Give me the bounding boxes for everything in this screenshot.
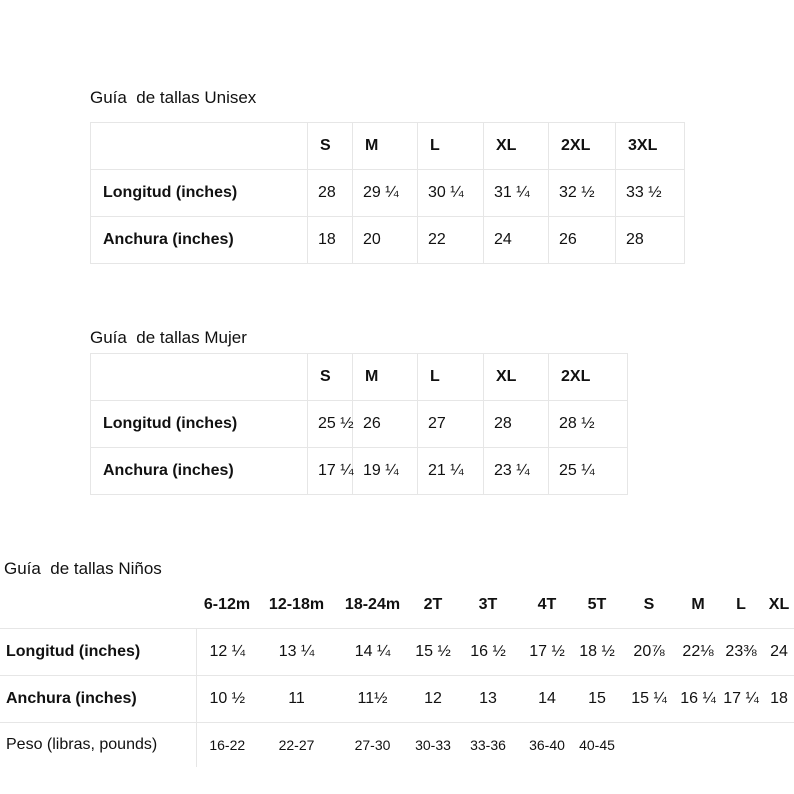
table-cell: 28 xyxy=(484,401,549,448)
mujer-width-label: Anchura (inches) xyxy=(91,448,308,495)
table-cell: 32 ½ xyxy=(549,170,616,217)
table-cell: 28 ½ xyxy=(549,401,628,448)
table-cell: 15 ¼ xyxy=(620,675,678,722)
unisex-size-m: M xyxy=(353,123,418,170)
mujer-size-xl: XL xyxy=(484,354,549,401)
table-cell: 16-22 xyxy=(196,722,258,767)
ninos-size-3t: 3T xyxy=(478,595,498,613)
table-cell xyxy=(764,722,794,767)
ninos-size-m: M xyxy=(691,595,705,613)
ninos-length-label: Longitud (inches) xyxy=(0,628,196,675)
table-cell: 11½ xyxy=(335,675,410,722)
table-cell: 13 xyxy=(456,675,520,722)
table-cell: 15 xyxy=(574,675,620,722)
table-cell: 25 ¼ xyxy=(549,448,628,495)
ninos-width-label: Anchura (inches) xyxy=(0,675,196,722)
ninos-weight-label: Peso (libras, pounds) xyxy=(0,722,196,767)
ninos-length-row xyxy=(0,628,794,675)
mujer-width-row xyxy=(91,448,628,495)
unisex-width-label: Anchura (inches) xyxy=(91,217,308,264)
mujer-size-2xl: 2XL xyxy=(549,354,628,401)
unisex-header-row xyxy=(91,123,685,170)
table-cell: 24 xyxy=(764,628,794,675)
table-cell: 11 xyxy=(258,675,335,722)
table-cell: 18 xyxy=(308,217,353,264)
ninos-size-2t: 2T xyxy=(423,595,443,613)
mujer-title: Guía de tallas Mujer xyxy=(90,328,247,347)
table-cell: 22-27 xyxy=(258,722,335,767)
table-cell: 27-30 xyxy=(335,722,410,767)
table-cell: 16 ¼ xyxy=(678,675,718,722)
ninos-weight-row xyxy=(0,722,794,767)
table-cell: 10 ½ xyxy=(196,675,258,722)
ninos-width-row xyxy=(0,675,794,722)
ninos-size-12-18m: 12-18m xyxy=(268,595,325,613)
table-cell xyxy=(678,722,718,767)
unisex-length-row xyxy=(91,170,685,217)
table-cell: 16 ½ xyxy=(456,628,520,675)
ninos-size-6-12m: 6-12m xyxy=(203,595,251,613)
unisex-size-xl: XL xyxy=(484,123,549,170)
table-cell xyxy=(620,722,678,767)
table-cell xyxy=(718,722,764,767)
table-cell: 14 ¼ xyxy=(335,628,410,675)
table-cell: 14 xyxy=(520,675,574,722)
table-cell: 17 ¼ xyxy=(718,675,764,722)
table-cell: 26 xyxy=(549,217,616,264)
table-cell: 31 ¼ xyxy=(484,170,549,217)
table-cell: 22⅛ xyxy=(678,628,718,675)
ninos-size-4t: 4T xyxy=(537,595,557,613)
mujer-header-row xyxy=(91,354,628,401)
table-cell: 26 xyxy=(353,401,418,448)
table-cell: 28 xyxy=(308,170,353,217)
table-cell: 23⅜ xyxy=(718,628,764,675)
table-cell: 29 ¼ xyxy=(353,170,418,217)
table-cell: 22 xyxy=(418,217,484,264)
mujer-size-table xyxy=(90,353,628,495)
mujer-size-m: M xyxy=(353,354,418,401)
table-cell: 30-33 xyxy=(410,722,456,767)
table-cell: 27 xyxy=(418,401,484,448)
table-cell: 30 ¼ xyxy=(418,170,484,217)
table-cell: 25 ½ xyxy=(308,401,353,448)
table-cell: 20⅞ xyxy=(620,628,678,675)
unisex-size-3xl: 3XL xyxy=(616,123,685,170)
unisex-width-row xyxy=(91,217,685,264)
unisex-length-label: Longitud (inches) xyxy=(91,170,308,217)
unisex-size-s: S xyxy=(308,123,353,170)
table-cell: 15 ½ xyxy=(410,628,456,675)
unisex-title: Guía de tallas Unisex xyxy=(90,88,257,107)
table-cell: 33-36 xyxy=(456,722,520,767)
table-cell: 12 xyxy=(410,675,456,722)
unisex-size-2xl: 2XL xyxy=(549,123,616,170)
ninos-size-5t: 5T xyxy=(587,595,607,613)
mujer-length-label: Longitud (inches) xyxy=(91,401,308,448)
mujer-length-row xyxy=(91,401,628,448)
ninos-size-s: S xyxy=(643,595,655,613)
ninos-size-18-24m: 18-24m xyxy=(344,595,401,613)
table-cell: 18 ½ xyxy=(574,628,620,675)
ninos-size-table xyxy=(0,582,794,767)
table-cell: 33 ½ xyxy=(616,170,685,217)
table-cell: 12 ¼ xyxy=(196,628,258,675)
table-cell: 28 xyxy=(616,217,685,264)
unisex-size-table xyxy=(90,122,685,264)
ninos-size-l: L xyxy=(736,595,746,613)
table-cell: 40-45 xyxy=(574,722,620,767)
unisex-size-l: L xyxy=(418,123,484,170)
table-cell: 36-40 xyxy=(520,722,574,767)
table-cell: 13 ¼ xyxy=(258,628,335,675)
table-cell: 18 xyxy=(764,675,794,722)
table-cell: 17 ¼ xyxy=(308,448,353,495)
ninos-corner-cell xyxy=(0,582,196,628)
table-cell: 21 ¼ xyxy=(418,448,484,495)
mujer-size-s: S xyxy=(308,354,353,401)
unisex-corner-cell xyxy=(91,123,308,170)
ninos-header-row xyxy=(0,582,794,628)
ninos-size-xl: XL xyxy=(768,595,790,613)
table-cell: 24 xyxy=(484,217,549,264)
table-cell: 17 ½ xyxy=(520,628,574,675)
ninos-title: Guía de tallas Niños xyxy=(4,559,162,578)
table-cell: 23 ¼ xyxy=(484,448,549,495)
table-cell: 20 xyxy=(353,217,418,264)
mujer-size-l: L xyxy=(418,354,484,401)
table-cell: 19 ¼ xyxy=(353,448,418,495)
mujer-corner-cell xyxy=(91,354,308,401)
